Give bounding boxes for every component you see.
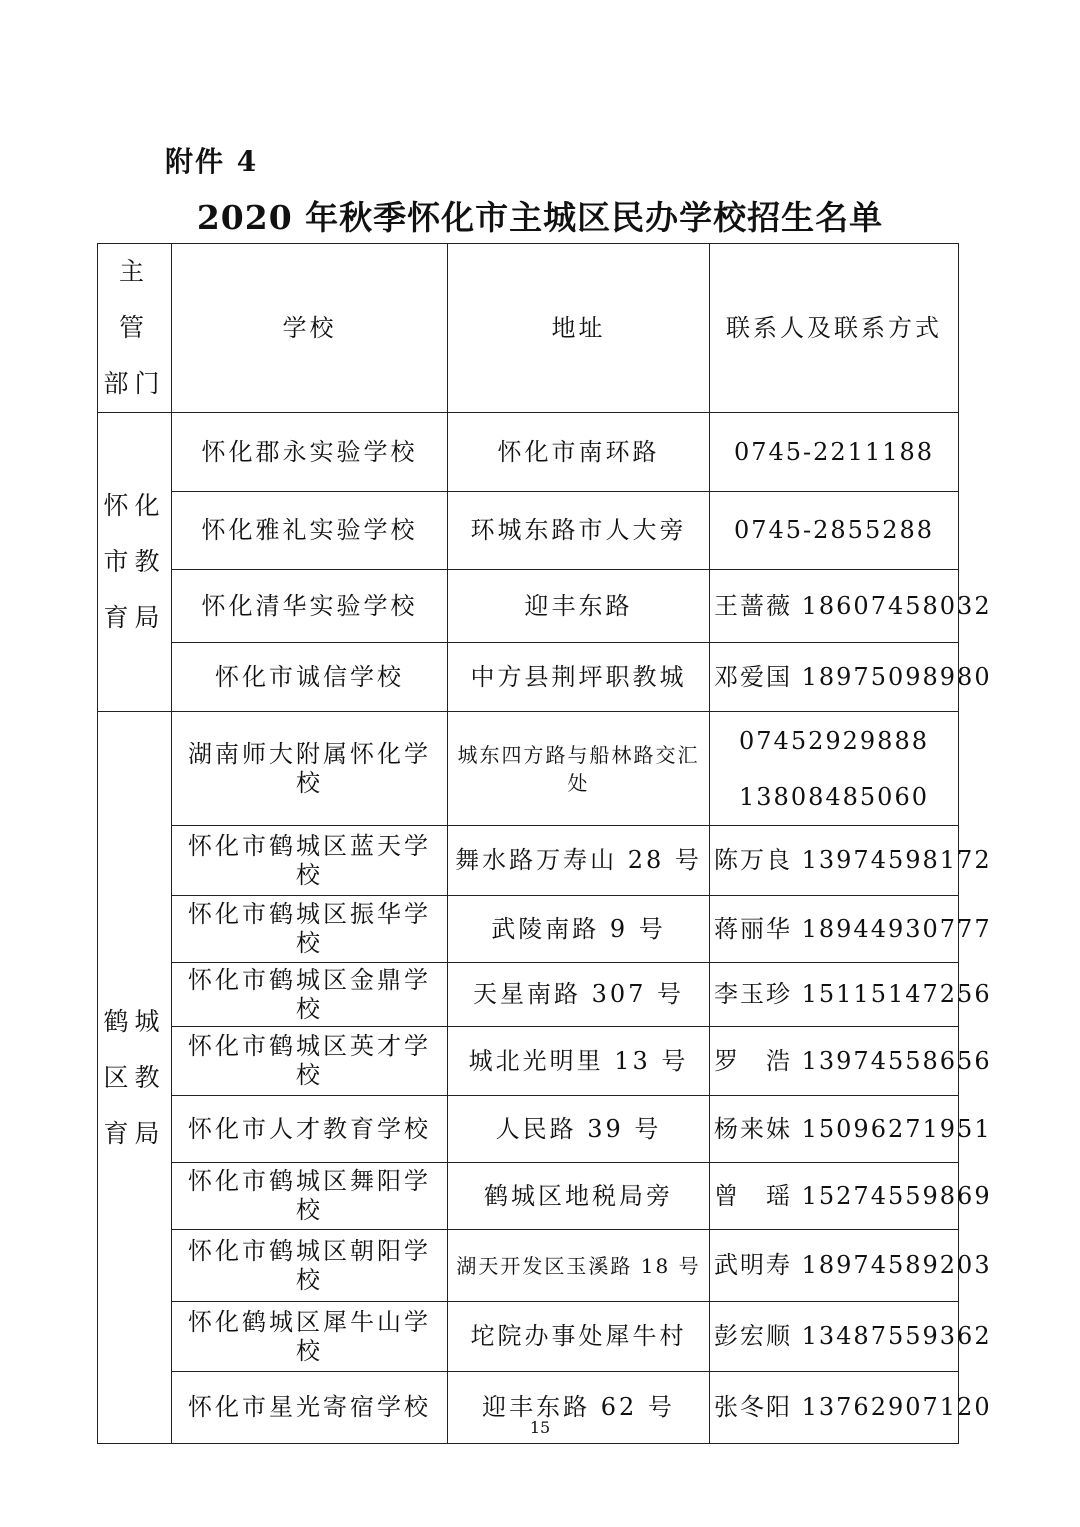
contact-cell (710, 712, 959, 826)
contact-cell: 李玉珍 15115147256 (710, 963, 959, 1027)
dept-line: 怀化 (103, 491, 166, 520)
address-cell: 人民路 39 号 (448, 1096, 710, 1163)
table-row (98, 826, 959, 896)
table-row (98, 1163, 959, 1230)
address-cell: 舞水路万寿山 28 号 (448, 826, 710, 896)
address-cell: 天星南路 307 号 (448, 963, 710, 1027)
enrollment-table (97, 243, 992, 1444)
address-cell: 迎丰东路 (448, 570, 710, 643)
school-cell: 怀化郡永实验学校 (172, 413, 448, 492)
school-cell: 湖南师大附属怀化学校 (172, 712, 448, 826)
table-row (98, 1027, 959, 1096)
address-cell: 中方县荆坪职教城 (448, 643, 710, 712)
school-cell: 怀化雅礼实验学校 (172, 492, 448, 570)
school-cell: 怀化市星光寄宿学校 (172, 1372, 448, 1444)
address-cell: 环城东路市人大旁 (448, 492, 710, 570)
address-cell: 武陵南路 9 号 (448, 896, 710, 963)
address-cell: 坨院办事处犀牛村 (448, 1302, 710, 1372)
school-cell: 怀化市鹤城区朝阳学校 (172, 1230, 448, 1302)
contact-line: 13808485060 (739, 782, 929, 811)
address-cell: 鹤城区地税局旁 (448, 1163, 710, 1230)
attachment-label: 附件 4 (165, 145, 259, 178)
school-cell: 怀化市鹤城区振华学校 (172, 896, 448, 963)
contact-cell: 王蔷薇 18607458032 (710, 570, 959, 643)
contact-cell: 彭宏顺 13487559362 (710, 1302, 959, 1372)
school-cell: 怀化市人才教育学校 (172, 1096, 448, 1163)
contact-cell: 0745-2211188 (710, 413, 959, 492)
document-title: 2020 年秋季怀化市主城区民办学校招生名单 (196, 198, 884, 237)
dept-line: 育局 (103, 1118, 166, 1148)
dept-line: 育局 (103, 603, 166, 632)
table-row (98, 1096, 959, 1163)
header-dept-line: 部门 (103, 369, 166, 398)
contact-cell: 曾 瑶 15274559869 (710, 1163, 959, 1230)
school-cell: 怀化市鹤城区英才学校 (172, 1027, 448, 1096)
dept-line: 区教 (103, 1062, 166, 1092)
table-row (98, 1302, 959, 1372)
table-row (98, 570, 959, 643)
header-row (98, 244, 959, 413)
table-row (98, 492, 959, 570)
dept-cell (98, 712, 172, 1444)
address-cell: 城东四方路与船林路交汇处 (448, 712, 710, 826)
table-row (98, 963, 959, 1027)
header-dept (98, 244, 172, 413)
school-cell: 怀化市鹤城区蓝天学校 (172, 826, 448, 896)
header-dept-line: 主 管 (118, 257, 150, 342)
dept-line: 市教 (103, 547, 166, 576)
dept-cell (98, 413, 172, 712)
address-cell: 迎丰东路 62 号 (448, 1372, 710, 1444)
contact-cell: 蒋丽华 18944930777 (710, 896, 959, 963)
school-cell: 怀化市鹤城区金鼎学校 (172, 963, 448, 1027)
table-row (98, 413, 959, 492)
contact-cell: 杨来妹 15096271951 (710, 1096, 959, 1163)
contact-cell: 武明寿 18974589203 (710, 1230, 959, 1302)
contact-cell: 陈万良 13974598172 (710, 826, 959, 896)
header-school: 学校 (172, 244, 448, 413)
header-contact: 联系人及联系方式 (710, 244, 959, 413)
address-cell: 湖天开发区玉溪路 18 号 (448, 1230, 710, 1302)
school-cell: 怀化市诚信学校 (172, 643, 448, 712)
table-row (98, 712, 959, 826)
table-row (98, 1230, 959, 1302)
address-cell: 怀化市南环路 (448, 413, 710, 492)
contact-cell: 张冬阳 13762907120 (710, 1372, 959, 1444)
school-cell: 怀化清华实验学校 (172, 570, 448, 643)
contact-cell: 0745-2855288 (710, 492, 959, 570)
address-cell: 城北光明里 13 号 (448, 1027, 710, 1096)
contact-cell: 邓爱国 18975098980 (710, 643, 959, 712)
table-row (98, 896, 959, 963)
page-number: 15 (529, 1418, 551, 1437)
contact-line: 07452929888 (739, 726, 929, 755)
school-cell: 怀化鹤城区犀牛山学校 (172, 1302, 448, 1372)
header-address: 地址 (448, 244, 710, 413)
dept-line: 鹤城 (103, 1006, 166, 1036)
table-row (98, 643, 959, 712)
contact-cell: 罗 浩 13974558656 (710, 1027, 959, 1096)
school-cell: 怀化市鹤城区舞阳学校 (172, 1163, 448, 1230)
